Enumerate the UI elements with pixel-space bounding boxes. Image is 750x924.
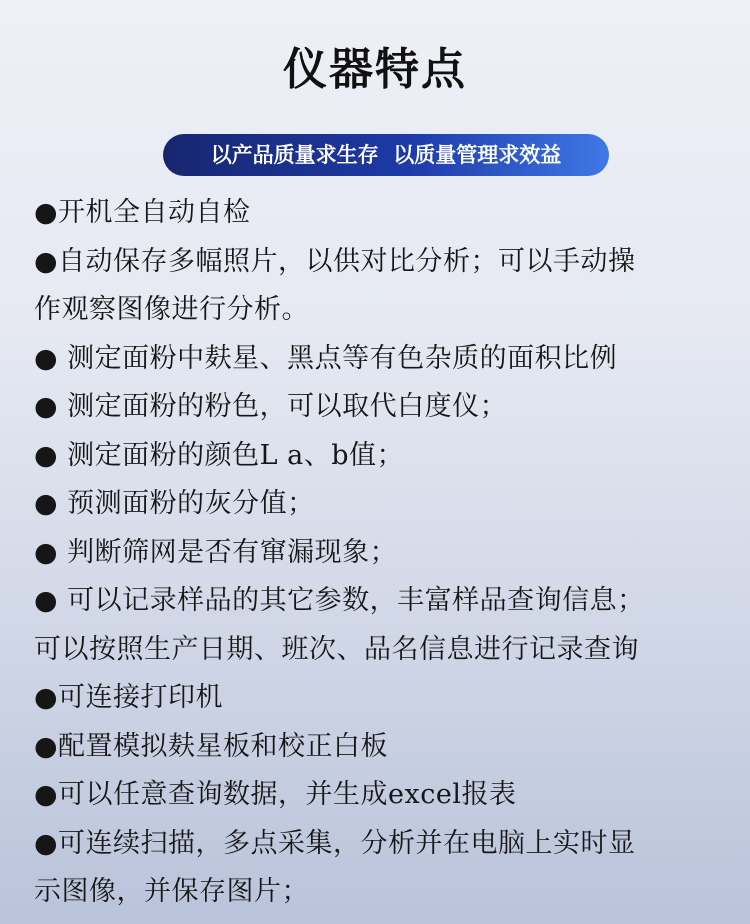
feature-line: ● 预测面粉的灰分值； (34, 488, 315, 519)
feature-line: 示图像，并保存图片； (34, 876, 309, 907)
feature-line: ● 可以记录样品的其它参数，丰富样品查询信息； (34, 585, 645, 616)
feature-line: ●可连续扫描，多点采集，分析并在电脑上实时显 (34, 827, 636, 859)
feature-line: 作观察图像进行分析。 (34, 294, 309, 325)
feature-line: ●可连接打印机 (34, 682, 224, 713)
feature-line: ●自动保存多幅照片，以供对比分析；可以手动操 (34, 245, 636, 277)
feature-line: ● 测定面粉的粉色，可以取代白度仪； (34, 391, 508, 422)
feature-line: ● 判断筛网是否有窜漏现象； (34, 536, 398, 568)
feature-line: ● 测定面粉的颜色L a、b值； (34, 439, 405, 471)
feature-line: ●配置模拟麸星板和校正白板 (34, 730, 389, 762)
feature-line: 可以按照生产日期、班次、品名信息进行记录查询 (34, 633, 639, 665)
slogan-badge: 以产品质量求生存 以质量管理求效益 (163, 134, 609, 176)
feature-line: ●可以任意查询数据，并生成excel报表 (34, 779, 517, 810)
feature-list (34, 189, 724, 917)
feature-line: ●开机全自动自检 (34, 197, 251, 228)
feature-line: ● 测定面粉中麸星、黑点等有色杂质的面积比例 (34, 342, 618, 374)
page-title: 仪器特点 (283, 44, 467, 95)
